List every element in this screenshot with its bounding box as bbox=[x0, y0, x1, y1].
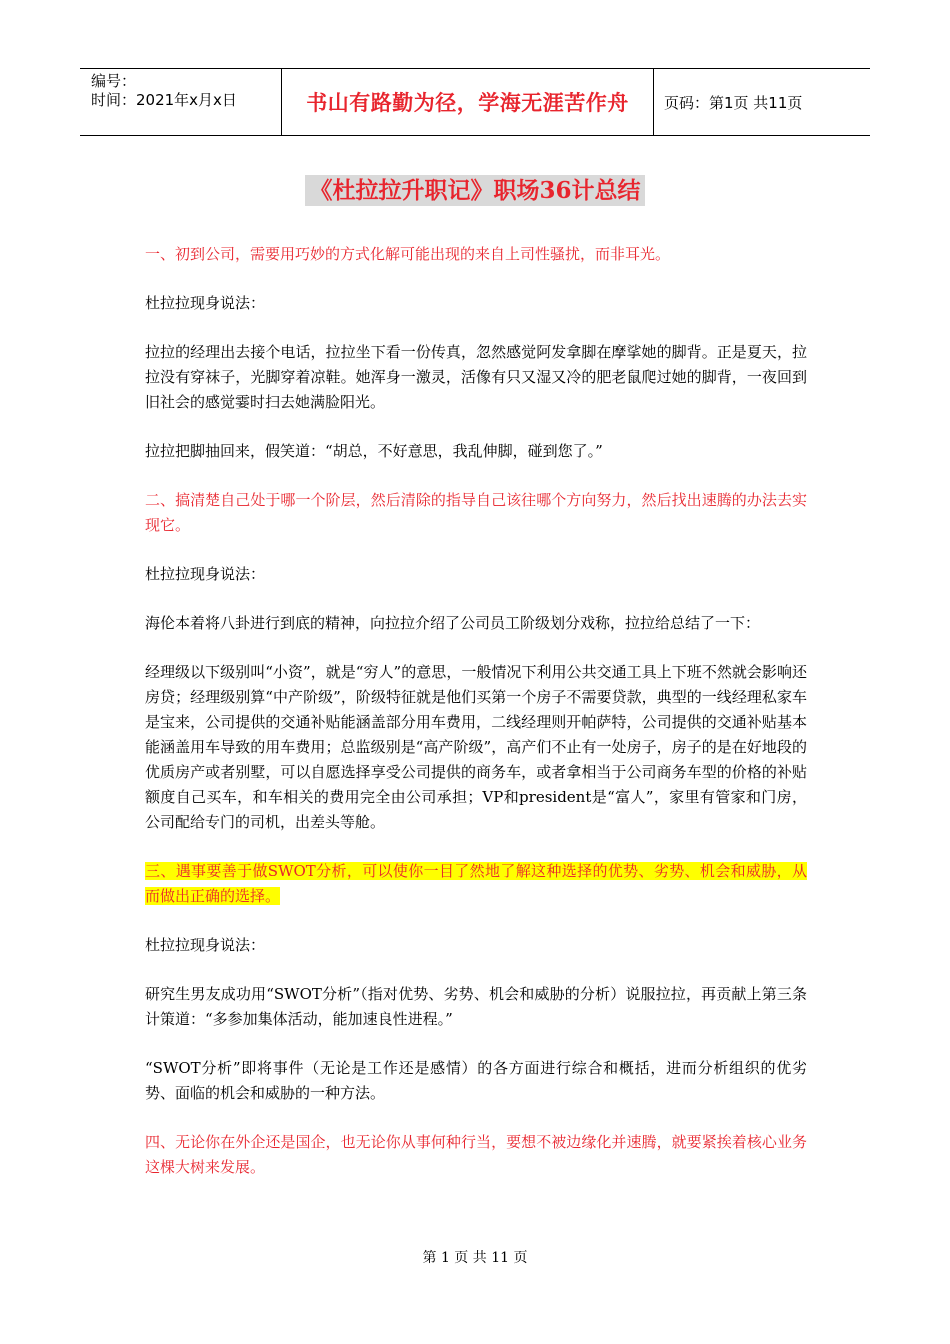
paragraph: 海伦本着将八卦进行到底的精神，向拉拉介绍了公司员工阶级划分戏称，拉拉给总结了一下： bbox=[145, 614, 761, 632]
header-page-info: 页码：第1页 共11页 bbox=[664, 93, 803, 112]
paragraph: 杜拉拉现身说法： bbox=[145, 294, 266, 312]
header-motto: 书山有路勤为径，学海无涯苦作舟 bbox=[282, 69, 654, 135]
document-body bbox=[145, 242, 807, 1204]
paragraph: 杜拉拉现身说法： bbox=[145, 565, 266, 583]
paragraph: 杜拉拉现身说法： bbox=[145, 936, 266, 954]
paragraph: “SWOT分析”即将事件（无论是工作还是感情）的各方面进行综合和概括，进而分析组织的优劣势、面临的机会和威胁的一种方法。 bbox=[145, 1059, 807, 1102]
page-footer: 第 1 页 共 11 页 bbox=[422, 1250, 528, 1266]
header-meta-cell bbox=[80, 69, 282, 135]
paragraph: 二、搞清楚自己处于哪一个阶层，然后清除的指导自己该往哪个方向努力，然后找出速腾的办法去实现它。 bbox=[145, 491, 807, 534]
document-title: 《杜拉拉升职记》职场36计总结 bbox=[305, 175, 644, 206]
paragraph: 研究生男友成功用“SWOT分析”（指对优势、劣势、机会和威胁的分析）说服拉拉，再贡献上第三条计策道：“多参加集体活动，能加速良性进程。” bbox=[145, 985, 807, 1028]
paragraph: 一、初到公司，需要用巧妙的方式化解可能出现的来自上司性骚扰，而非耳光。 bbox=[145, 245, 671, 263]
paragraph: 经理级以下级别叫“小资”，就是“穷人”的意思，一般情况下利用公共交通工具上下班不然就会影响还房贷；经理级别算“中产阶级”，阶级特征就是他们买第一个房子不需要贷款，典型的一线经理私家车是宝来，公司提供的交通补贴能涵盖部分用车费用，二线经理则开帕萨特，公司提供的交通补贴基本能涵盖用车导致的用车费用；总监级别是“高产阶级”，高产们不止有一处房子，房子的是在好地段的优质房产或者别墅，可以自愿选择享受公司提供的商务车，或者拿相当于公司商务车型的价格的补贴额度自己买车，和车相关的费用完全由公司承担；VP和president是“富人”，家里有管家和门房，公司配给专门的司机，出差头等舱。 bbox=[145, 663, 807, 831]
paragraph: 四、无论你在外企还是国企，也无论你从事何种行当，要想不被边缘化并速腾，就要紧挨着核心业务这棵大树来发展。 bbox=[145, 1133, 807, 1176]
paragraph: 拉拉把脚抽回来，假笑道：“胡总，不好意思，我乱伸脚，碰到您了。” bbox=[145, 442, 603, 460]
paragraph: 三、遇事要善于做SWOT分析，可以使你一目了然地了解这种选择的优势、劣势、机会和威胁，从而做出正确的选择。 bbox=[145, 862, 807, 905]
document-title-wrapper bbox=[0, 172, 950, 205]
document-number-label: 编号： bbox=[91, 72, 137, 90]
document-date: 时间：2021年x月x日 bbox=[91, 91, 237, 109]
paragraph: 拉拉的经理出去接个电话，拉拉坐下看一份传真，忽然感觉阿发拿脚在摩挲她的脚背。正是夏天，拉拉没有穿袜子，光脚穿着凉鞋。她浑身一激灵，活像有只又湿又冷的肥老鼠爬过她的脚背，一夜回到旧社会的感觉霎时扫去她满脸阳光。 bbox=[145, 343, 807, 411]
document-header bbox=[80, 68, 870, 136]
